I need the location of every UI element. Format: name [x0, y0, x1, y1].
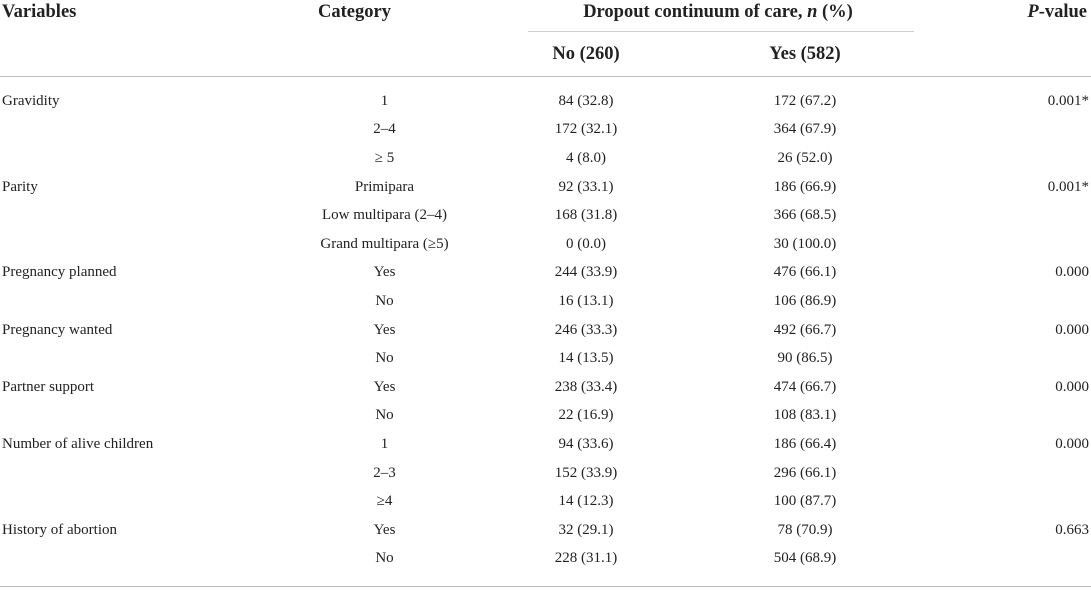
cell-variable: Pregnancy planned — [2, 264, 117, 281]
cell-p-value — [914, 402, 1091, 431]
cell-p-value: 0.000 — [1055, 264, 1090, 281]
header-dropout — [476, 0, 914, 32]
table-row — [0, 259, 1091, 288]
cell-category: Yes — [373, 321, 396, 338]
cell-yes: 106 (86.9) — [773, 292, 837, 309]
table-body — [0, 77, 1091, 574]
cell-no: 84 (32.8) — [558, 92, 614, 109]
cell-yes: 474 (66.7) — [773, 378, 837, 395]
cell-p-value — [914, 116, 1091, 145]
table-row — [0, 173, 1091, 202]
cell-yes: 504 (68.9) — [773, 550, 837, 567]
cell-variable: Pregnancy wanted — [2, 321, 113, 338]
cell-yes: 186 (66.9) — [773, 178, 837, 195]
cell-variable — [0, 144, 213, 173]
cell-no: 246 (33.3) — [554, 321, 618, 338]
cell-category: No — [375, 350, 394, 367]
cell-category: 2–3 — [373, 464, 396, 481]
cell-p-value — [914, 459, 1091, 488]
header-no-col: No (260) — [552, 43, 620, 64]
cell-p-value: 0.000 — [1055, 435, 1090, 452]
cell-yes: 26 (52.0) — [777, 149, 833, 166]
cell-yes: 296 (66.1) — [773, 464, 837, 481]
table-header — [0, 0, 1091, 77]
bottom-rule — [0, 586, 1091, 587]
cell-yes: 108 (83.1) — [773, 407, 837, 424]
cell-variable — [0, 545, 213, 574]
table-row — [0, 430, 1091, 459]
cell-no: 14 (12.3) — [558, 493, 614, 510]
header-p-italic: P — [1027, 2, 1039, 22]
cell-variable: Parity — [2, 178, 38, 195]
cell-yes: 172 (67.2) — [773, 92, 837, 109]
cell-p-value — [914, 201, 1091, 230]
cell-no: 228 (31.1) — [554, 550, 618, 567]
cell-variable — [0, 402, 213, 431]
cell-variable — [0, 487, 213, 516]
cell-p-value: 0.000 — [1055, 321, 1090, 338]
cell-category: Yes — [373, 521, 396, 538]
header-blank-3 — [914, 32, 1091, 77]
cell-category: ≥ 5 — [374, 149, 395, 166]
cell-no: 238 (33.4) — [554, 378, 618, 395]
cell-p-value: 0.000 — [1055, 378, 1090, 395]
cell-no: 152 (33.9) — [554, 464, 618, 481]
header-span-rule — [528, 31, 914, 32]
cell-variable — [0, 287, 213, 316]
table-row — [0, 402, 1091, 431]
cell-yes: 90 (86.5) — [777, 350, 833, 367]
cell-p-value — [914, 545, 1091, 574]
cell-p-value — [914, 287, 1091, 316]
cell-no: 32 (29.1) — [558, 521, 614, 538]
header-category: Category — [318, 2, 391, 22]
table-row — [0, 373, 1091, 402]
cell-no: 0 (0.0) — [566, 235, 606, 252]
table-row — [0, 230, 1091, 259]
cell-no: 244 (33.9) — [554, 264, 618, 281]
cell-category: No — [375, 550, 394, 567]
table-row — [0, 201, 1091, 230]
table-row — [0, 545, 1091, 574]
cell-yes: 364 (67.9) — [773, 121, 837, 138]
cell-p-value: 0.001* — [1047, 92, 1090, 109]
cell-yes: 476 (66.1) — [773, 264, 837, 281]
header-p-value — [914, 0, 1091, 32]
cell-yes: 78 (70.9) — [777, 521, 833, 538]
cell-p-value — [914, 144, 1091, 173]
cell-p-value — [914, 230, 1091, 259]
cell-no: 92 (33.1) — [558, 178, 614, 195]
table-row — [0, 287, 1091, 316]
cell-p-value — [914, 344, 1091, 373]
cell-yes: 366 (68.5) — [773, 207, 837, 224]
cell-yes: 186 (66.4) — [773, 435, 837, 452]
cell-variable: Partner support — [2, 378, 95, 395]
cell-category: 1 — [380, 92, 389, 109]
header-dropout-n: n — [807, 2, 818, 22]
cell-no: 16 (13.1) — [558, 292, 614, 309]
cell-p-value: 0.001* — [1047, 178, 1090, 195]
cell-no: 168 (31.8) — [554, 207, 618, 224]
cell-category: ≥4 — [376, 493, 393, 510]
table-row — [0, 116, 1091, 145]
cell-p-value — [914, 487, 1091, 516]
header-yes-col: Yes (582) — [769, 43, 841, 64]
cell-category: No — [375, 407, 394, 424]
cell-yes: 30 (100.0) — [773, 235, 837, 252]
table-row — [0, 77, 1091, 116]
cell-variable: Number of alive children — [2, 435, 154, 452]
cell-category: Yes — [373, 264, 396, 281]
cell-category: Yes — [373, 378, 396, 395]
cell-no: 14 (13.5) — [558, 350, 614, 367]
table-row — [0, 344, 1091, 373]
cell-category: No — [375, 292, 394, 309]
header-dropout-pct: (%) — [817, 2, 853, 22]
header-variables: Variables — [2, 2, 77, 22]
table-row — [0, 487, 1091, 516]
cell-category: Primipara — [354, 178, 415, 195]
table-row — [0, 144, 1091, 173]
cell-variable: Gravidity — [2, 92, 60, 109]
cell-variable — [0, 201, 213, 230]
header-dropout-text: Dropout continuum of care, — [583, 2, 808, 22]
cell-category: Low multipara (2–4) — [322, 207, 447, 224]
cell-no: 22 (16.9) — [558, 407, 614, 424]
header-blank-1 — [0, 32, 213, 77]
cell-p-value: 0.663 — [1055, 521, 1090, 538]
cell-variable — [0, 230, 213, 259]
header-p-rest: -value — [1038, 2, 1088, 22]
cell-no: 172 (32.1) — [554, 121, 618, 138]
cell-category: Grand multipara (≥5) — [320, 235, 449, 252]
table-row — [0, 316, 1091, 345]
table-row — [0, 516, 1091, 545]
table-row — [0, 459, 1091, 488]
cell-no: 94 (33.6) — [558, 435, 614, 452]
cell-no: 4 (8.0) — [566, 149, 606, 166]
cell-variable: History of abortion — [2, 521, 117, 538]
cell-yes: 100 (87.7) — [773, 493, 837, 510]
cell-category: 2–4 — [373, 121, 396, 138]
header-blank-2 — [213, 32, 476, 77]
cell-variable — [0, 459, 213, 488]
cell-category: 1 — [380, 435, 389, 452]
cell-variable — [0, 344, 213, 373]
cell-variable — [0, 116, 213, 145]
cell-yes: 492 (66.7) — [773, 321, 837, 338]
